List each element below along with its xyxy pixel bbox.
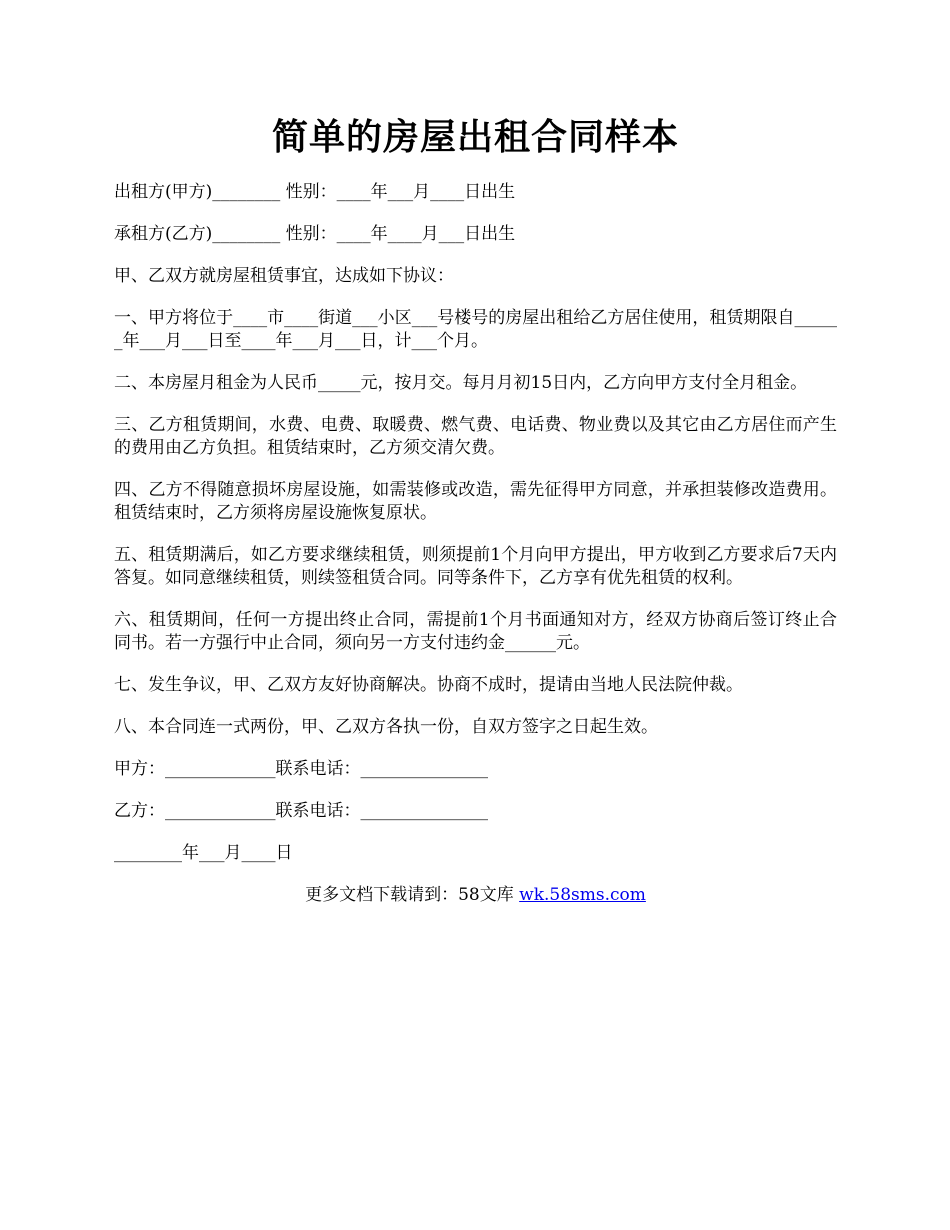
paragraph-clause-6: 六、租赁期间，任何一方提出终止合同，需提前1个月书面通知对方，经双方协商后签订终止合同书。若一方强行中止合同，须向另一方支付违约金______元。 [114,610,837,653]
paragraph-clause-3: 三、乙方租赁期间，水费、电费、取暖费、燃气费、电话费、物业费以及其它由乙方居住而产生的费用由乙方负担。租赁结束时，乙方须交清欠费。 [114,415,837,458]
paragraph-clause-4: 四、乙方不得随意损坏房屋设施，如需装修或改造，需先征得甲方同意，并承担装修改造费用。租赁结束时，乙方须将房屋设施恢复原状。 [114,480,837,523]
paragraph-clause-8: 八、本合同连一式两份，甲、乙双方各执一份，自双方签字之日起生效。 [114,717,658,737]
paragraph-lessor: 出租方(甲方)________ 性别：____年___月____日出生 [114,182,516,202]
signature-party-a: 甲方：_____________联系电话：_______________ [114,759,488,779]
document-body [114,181,837,865]
footer-link[interactable]: wk.58sms.com [519,885,646,905]
paragraph-clause-2: 二、本房屋月租金为人民币_____元，按月交。每月月初15日内，乙方向甲方支付全月租金。 [114,373,808,393]
paragraph-lessee: 承租方(乙方)________ 性别：____年____月___日出生 [114,224,516,244]
paragraph-clause-7: 七、发生争议，甲、乙双方友好协商解决。协商不成时，提请由当地人民法院仲裁。 [114,675,743,695]
paragraph-intro: 甲、乙双方就房屋租赁事宜，达成如下协议： [114,266,454,286]
footer-text: 更多文档下载请到：58文库 [305,885,520,905]
signature-date: ________年___月____日 [114,843,293,863]
download-footer [114,884,837,907]
paragraph-clause-5: 五、租赁期满后，如乙方要求继续租赁，则须提前1个月向甲方提出，甲方收到乙方要求后7天内答复。如同意继续租赁，则续签租赁合同。同等条件下，乙方享有优先租赁的权利。 [114,545,837,588]
signature-party-b: 乙方：_____________联系电话：_______________ [114,801,488,821]
paragraph-clause-1: 一、甲方将位于____市____街道___小区___号楼号的房屋出租给乙方居住使用，租赁期限自______年___月___日至____年___月___日，计___个月。 [114,308,837,351]
document-title: 简单的房屋出租合同样本 [271,116,679,158]
